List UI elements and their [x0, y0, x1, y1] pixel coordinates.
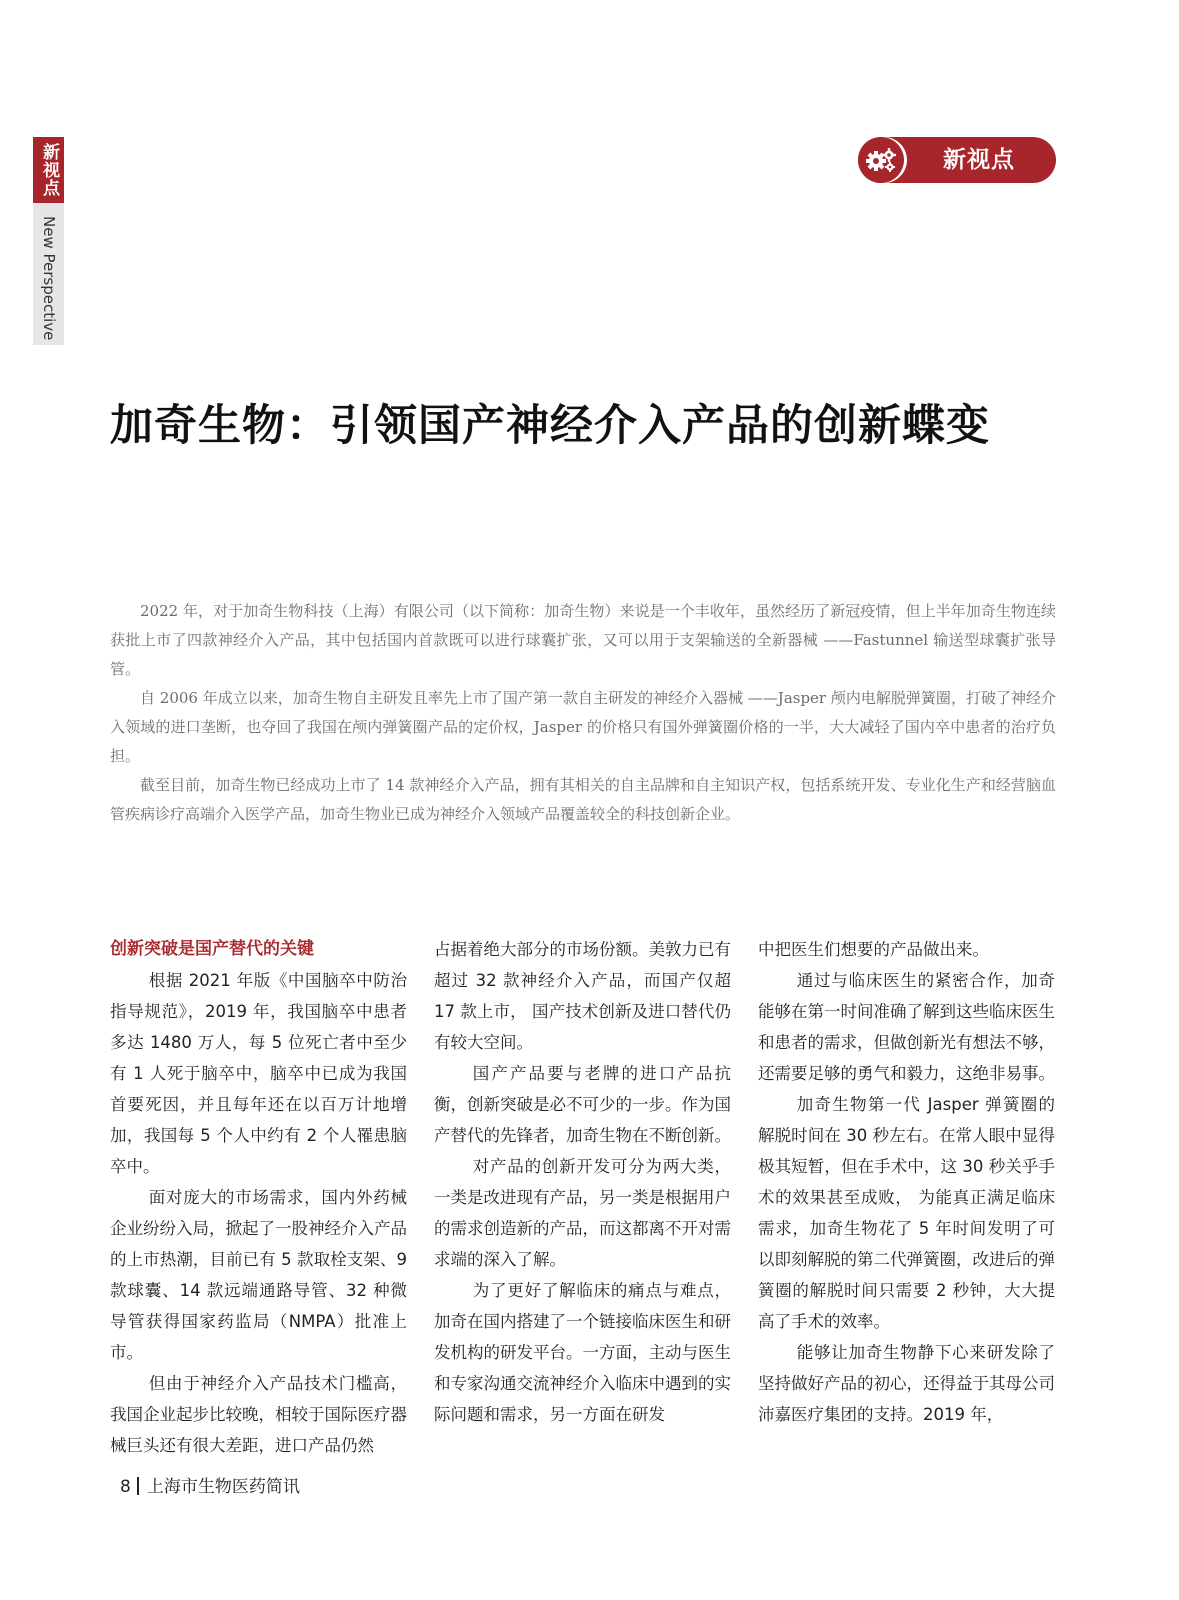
body-paragraph: 根据 2021 年版《中国脑卒中防治指导规范》，2019 年，我国脑卒中患者多达 1480 万人，每 5 位死亡者中至少有 1 人死于脑卒中，脑卒中已成为我国首要死因，并且每年还在以百万计地增加，我国每 5 个人中约有 2 个人罹患脑卒中。 [110, 971, 407, 1176]
side-tab-label-en: New Perspective [33, 203, 64, 345]
body-paragraph: 为了更好了解临床的痛点与难点，加奇在国内搭建了一个链接临床医生和研发机构的研发平台。一方面，主动与医生和专家沟通交流神经介入临床中遇到的实际问题和需求，另一方面在研发 [434, 1281, 731, 1424]
body-paragraph: 面对庞大的市场需求，国内外药械企业纷纷入局，掀起了一股神经介入产品的上市热潮，目前已有 5 款取栓支架、9 款球囊、14 款远端通路导管、32 种微导管获得国家药监局（NMPA）批准上市。 [110, 1188, 407, 1362]
body-column-3 [758, 934, 1055, 1430]
body-paragraph: 对产品的创新开发可分为两大类，一类是改进现有产品，另一类是根据用户的需求创造新的产品，而这都离不开对需求端的深入了解。 [434, 1157, 731, 1269]
intro-paragraph: 截至目前，加奇生物已经成功上市了 14 款神经介入产品，拥有其相关的自主品牌和自主知识产权，包括系统开发、专业化生产和经营脑血管疾病诊疗高端介入医学产品，加奇生物业已成为神经介入领域产品覆盖较全的科技创新企业。 [110, 776, 1056, 823]
body-paragraph: 但由于神经介入产品技术门槛高，我国企业起步比较晚，相较于国际医疗器械巨头还有很大差距，进口产品仍然 [110, 1374, 407, 1455]
body-paragraph: 通过与临床医生的紧密合作，加奇能够在第一时间准确了解到这些临床医生和患者的需求，但做创新光有想法不够，还需要足够的勇气和毅力，这绝非易事。 [758, 971, 1055, 1083]
article-title: 加奇生物：引领国产神经介入产品的创新蝶变 [110, 401, 990, 451]
body-paragraph: 中把医生们想要的产品做出来。 [758, 940, 989, 959]
body-paragraph: 国产产品要与老牌的进口产品抗衡，创新突破是必不可少的一步。作为国产替代的先锋者，加奇生物在不断创新。 [434, 1064, 731, 1145]
intro-paragraph: 2022 年，对于加奇生物科技（上海）有限公司（以下简称：加奇生物）来说是一个丰收年，虽然经历了新冠疫情，但上半年加奇生物连续获批上市了四款神经介入产品，其中包括国内首款既可以进行球囊扩张，又可以用于支架输送的全新器械 ——Fastunnel 输送型球囊扩张导管。 [110, 602, 1056, 678]
page-number: 8 [120, 1477, 131, 1497]
footer-divider [137, 1477, 139, 1495]
section-heading: 创新突破是国产替代的关键 [110, 939, 314, 959]
publication-name: 上海市生物医药简讯 [146, 1477, 300, 1497]
body-column-1 [110, 934, 407, 1461]
gears-icon [858, 137, 904, 183]
article-intro [110, 597, 1056, 829]
page-footer [120, 1472, 300, 1497]
body-column-2 [434, 934, 731, 1430]
body-paragraph: 加奇生物第一代 Jasper 弹簧圈的解脱时间在 30 秒左右。在常人眼中显得极其短暂，但在手术中，这 30 秒关乎手术的效果甚至成败， 为能真正满足临床需求，加奇生物花了 5 年时间发明了可以即刻解脱的第二代弹簧圈，改进后的弹簧圈的解脱时间只需要 2 秒钟，大大提高了手术的效率。 [758, 1095, 1055, 1331]
badge-label: 新视点 [943, 147, 1015, 173]
intro-paragraph: 自 2006 年成立以来，加奇生物自主研发且率先上市了国产第一款自主研发的神经介入器械 ——Jasper 颅内电解脱弹簧圈，打破了神经介入领域的进口垄断，也夺回了我国在颅内弹簧圈产品的定价权，Jasper 的价格只有国外弹簧圈价格的一半，大大减轻了国内卒中患者的治疗负担。 [110, 689, 1056, 765]
side-section-tab [33, 137, 64, 345]
body-paragraph: 能够让加奇生物静下心来研发除了坚持做好产品的初心，还得益于其母公司沛嘉医疗集团的支持。2019 年， [758, 1343, 1055, 1424]
section-badge [858, 137, 1056, 183]
body-paragraph: 占据着绝大部分的市场份额。美敦力已有超过 32 款神经介入产品，而国产仅超 17 款上市， 国产技术创新及进口替代仍有较大空间。 [434, 940, 731, 1052]
side-tab-label-cn: 新视点 [33, 137, 64, 203]
